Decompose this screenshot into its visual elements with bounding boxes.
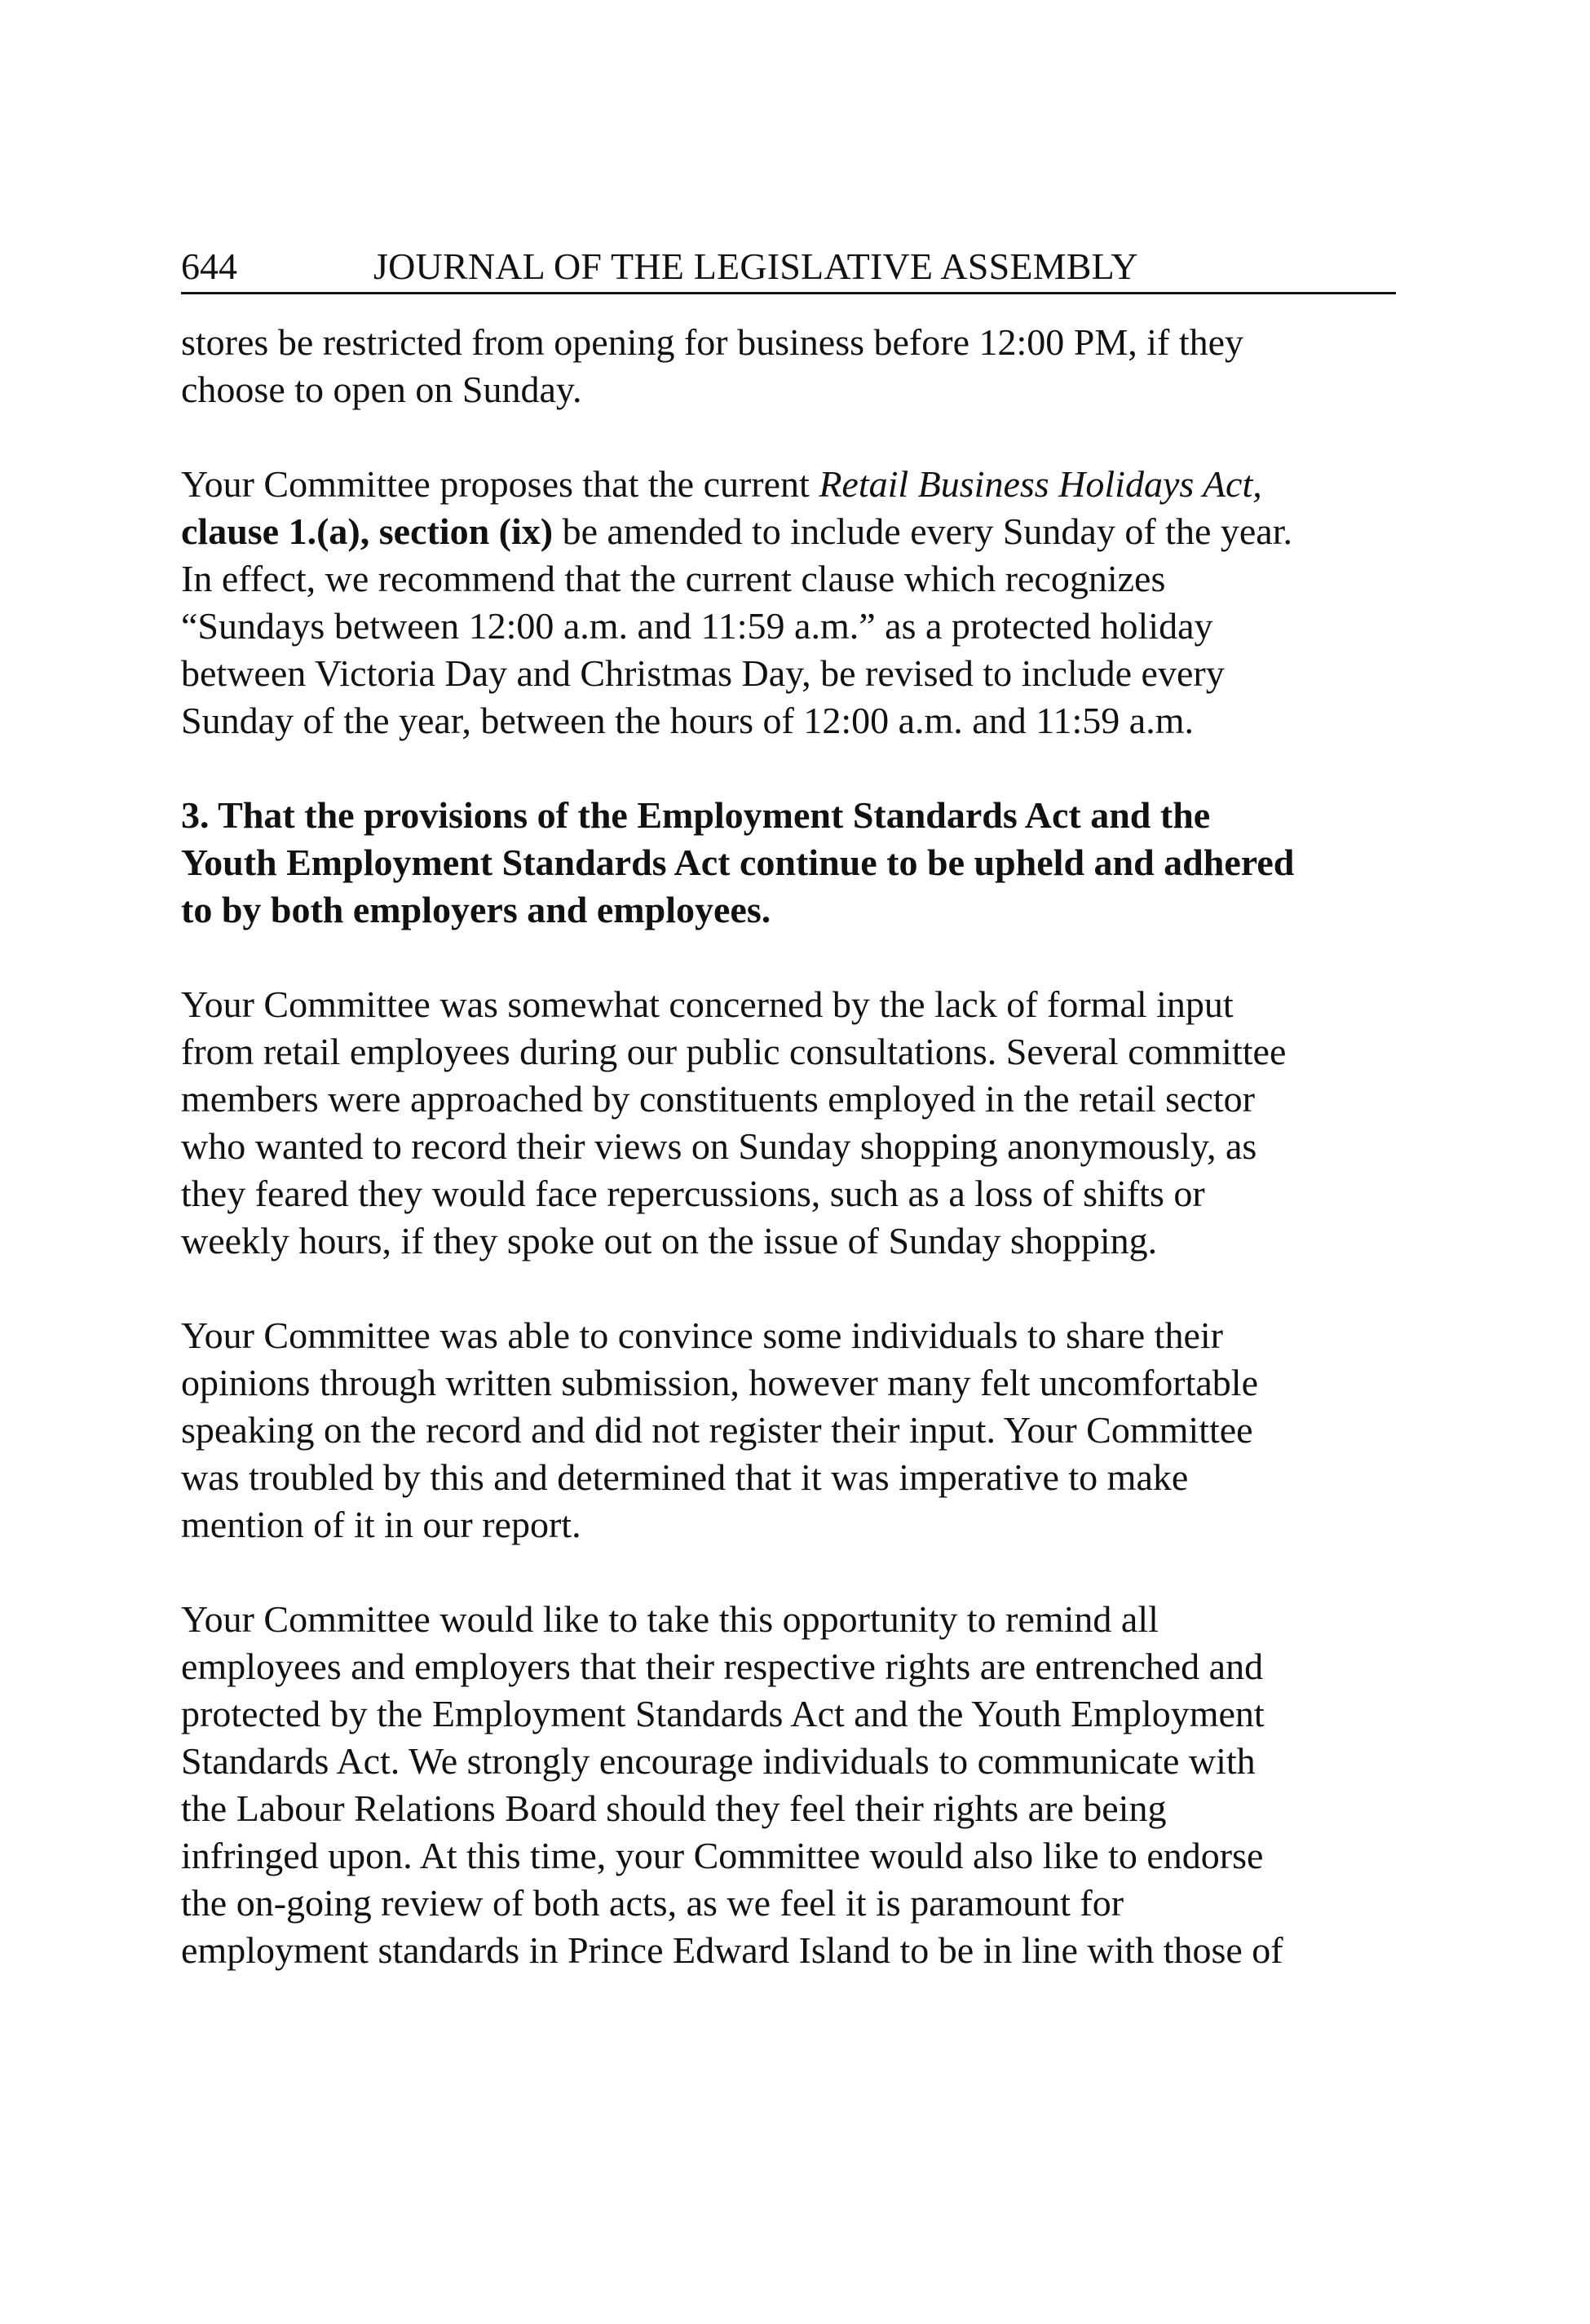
text-line: infringed upon. At this time, your Committee would also like to endorse [181, 1835, 1264, 1876]
recommendation-3-heading [181, 792, 1404, 934]
paragraph-4 [181, 981, 1404, 1265]
text-line: employees and employers that their respective rights are entrenched and [181, 1646, 1264, 1687]
text-line: stores be restricted from opening for business before 12:00 PM, if they [181, 321, 1244, 363]
text-line: members were approached by constituents employed in the retail sector [181, 1078, 1255, 1120]
body-text [181, 319, 1404, 2021]
text-line: Sunday of the year, between the hours of 12:00 a.m. and 11:59 a.m. [181, 700, 1194, 741]
heading-line: to by both employers and employees. [181, 889, 771, 930]
text-line: Your Committee was able to convince some individuals to share their [181, 1314, 1223, 1356]
heading-line: 3. That the provisions of the Employment Standards Act and the [181, 794, 1211, 836]
paragraph-2 [181, 461, 1404, 744]
text-line: the on-going review of both acts, as we feel it is paramount for [181, 1882, 1124, 1924]
page-number: 644 [181, 245, 237, 287]
text-line: from retail employees during our public consultations. Several committee [181, 1031, 1287, 1072]
text-line: was troubled by this and determined that it was imperative to make [181, 1456, 1189, 1498]
act-title-italic: Retail Business Holidays Act, [819, 463, 1262, 505]
text-line: weekly hours, if they spoke out on the issue of Sunday shopping. [181, 1220, 1158, 1261]
text-line: opinions through written submission, however many felt uncomfortable [181, 1362, 1258, 1403]
text-run: be amended to include every Sunday of the year. [553, 510, 1292, 552]
paragraph-6 [181, 1596, 1404, 1974]
heading-line: Youth Employment Standards Act continue to be upheld and adhered [181, 842, 1295, 883]
paragraph-1 [181, 319, 1404, 413]
text-line: mention of it in our report. [181, 1504, 581, 1545]
text-line: “Sundays between 12:00 a.m. and 11:59 a.m.” as a protected holiday [181, 605, 1213, 647]
text-line: choose to open on Sunday. [181, 369, 582, 410]
text-line: speaking on the record and did not register their input. Your Committee [181, 1409, 1253, 1451]
text-line: Your Committee was somewhat concerned by the lack of formal input [181, 983, 1234, 1025]
journal-title: JOURNAL OF THE LEGISLATIVE ASSEMBLY [373, 245, 1138, 287]
running-header [181, 241, 1396, 294]
paragraph-5 [181, 1312, 1404, 1549]
text-line: who wanted to record their views on Sunday shopping anonymously, as [181, 1125, 1257, 1167]
text-line: protected by the Employment Standards Act and the Youth Employment [181, 1693, 1265, 1734]
text-line: Standards Act. We strongly encourage individuals to communicate with [181, 1740, 1256, 1782]
text-line: In effect, we recommend that the current clause which recognizes [181, 558, 1166, 599]
text-line [181, 461, 1404, 508]
text-line: the Labour Relations Board should they feel their rights are being [181, 1787, 1167, 1829]
text-line: employment standards in Prince Edward Island to be in line with those of [181, 1929, 1283, 1971]
text-line: Your Committee would like to take this opportunity to remind all [181, 1598, 1159, 1640]
text-line [181, 508, 1404, 555]
text-run: Your Committee proposes that the current [181, 463, 819, 505]
clause-reference-bold: clause 1.(a), section (ix) [181, 510, 554, 552]
text-line: they feared they would face repercussions, such as a loss of shifts or [181, 1173, 1205, 1214]
text-line: between Victoria Day and Christmas Day, be revised to include every [181, 652, 1225, 694]
